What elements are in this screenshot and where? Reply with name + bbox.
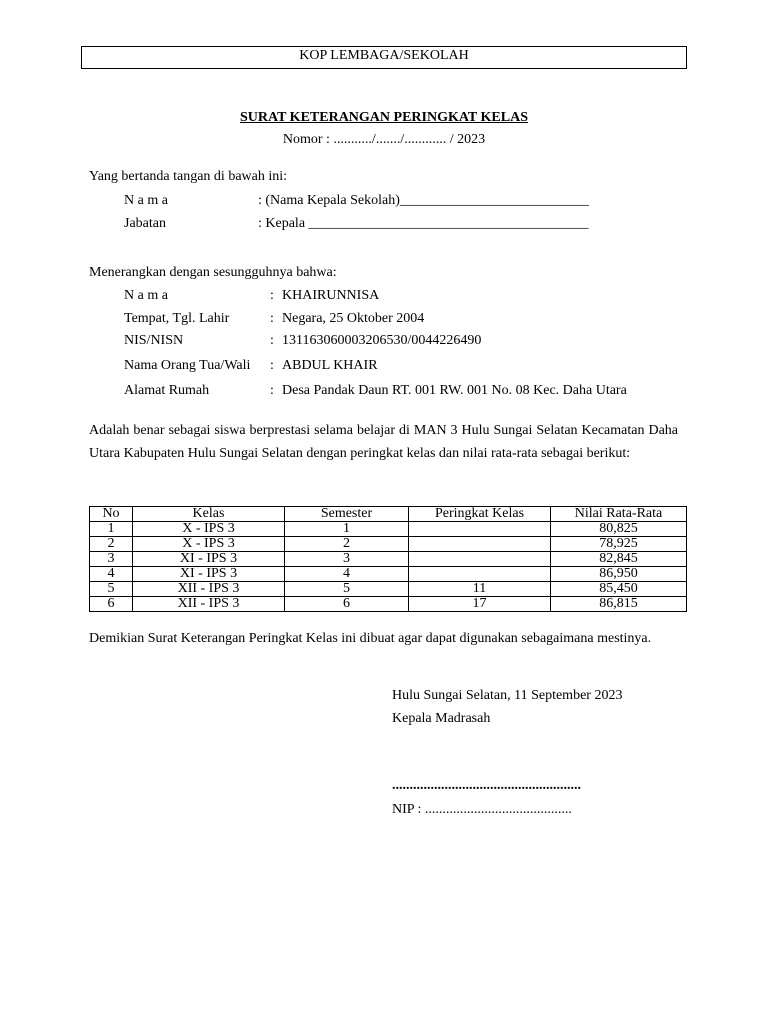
- cell-peringkat: 17: [409, 597, 551, 612]
- cell-kelas: X - IPS 3: [133, 537, 285, 552]
- cell-kelas: XII - IPS 3: [133, 597, 285, 612]
- student-label: NIS/NISN: [124, 333, 184, 348]
- cell-nilai: 82,845: [551, 552, 687, 567]
- table-row: [90, 582, 687, 597]
- student-value: Negara, 25 Oktober 2004: [282, 311, 425, 326]
- student-colon: :: [270, 383, 274, 398]
- cell-kelas: X - IPS 3: [133, 522, 285, 537]
- cell-semester: 2: [285, 537, 409, 552]
- header-peringkat: Peringkat Kelas: [409, 507, 551, 522]
- signature-position: Kepala Madrasah: [392, 711, 491, 726]
- cell-no: 2: [90, 537, 133, 552]
- cell-kelas: XI - IPS 3: [133, 552, 285, 567]
- letterhead-box: KOP LEMBAGA/SEKOLAH: [81, 46, 687, 69]
- cell-nilai: 78,925: [551, 537, 687, 552]
- document-number: Nomor : .........../......./............ / 2023: [282, 132, 486, 147]
- student-value: KHAIRUNNISA: [282, 288, 380, 303]
- cell-semester: 3: [285, 552, 409, 567]
- student-colon: :: [270, 311, 274, 326]
- cell-no: 6: [90, 597, 133, 612]
- signer-position-value: : Kepala ________________________________________: [258, 216, 589, 231]
- declaration-text: Menerangkan dengan sesungguhnya bahwa:: [89, 265, 337, 280]
- student-value: 131163060003206530/0044226490: [282, 333, 482, 348]
- signature-place-date: Hulu Sungai Selatan, 11 September 2023: [392, 688, 623, 703]
- cell-peringkat: [409, 522, 551, 537]
- table-row: [90, 522, 687, 537]
- student-colon: :: [270, 333, 274, 348]
- cell-kelas: XI - IPS 3: [133, 567, 285, 582]
- table-row: [90, 552, 687, 567]
- signature-nip: NIP : ..........................................: [392, 802, 572, 817]
- intro-text: Yang bertanda tangan di bawah ini:: [89, 169, 288, 184]
- student-label: Nama Orang Tua/Wali: [124, 358, 251, 373]
- student-value: Desa Pandak Daun RT. 001 RW. 001 No. 08 Kec. Daha Utara: [282, 383, 627, 398]
- signer-name-value: : (Nama Kepala Sekolah)___________________________: [258, 193, 589, 208]
- table-row: [90, 597, 687, 612]
- table-row: [90, 537, 687, 552]
- cell-semester: 5: [285, 582, 409, 597]
- cell-nilai: 86,815: [551, 597, 687, 612]
- cell-kelas: XII - IPS 3: [133, 582, 285, 597]
- student-colon: :: [270, 288, 274, 303]
- student-label: Tempat, Tgl. Lahir: [124, 311, 230, 326]
- signer-name-label: N a m a: [124, 193, 168, 208]
- header-semester: Semester: [285, 507, 409, 522]
- cell-nilai: 85,450: [551, 582, 687, 597]
- cell-semester: 4: [285, 567, 409, 582]
- cell-peringkat: [409, 552, 551, 567]
- cell-semester: 6: [285, 597, 409, 612]
- cell-peringkat: [409, 567, 551, 582]
- document-title: SURAT KETERANGAN PERINGKAT KELAS: [240, 110, 528, 125]
- table-header-row: [90, 507, 687, 522]
- header-nilai: Nilai Rata-Rata: [551, 507, 687, 522]
- cell-semester: 1: [285, 522, 409, 537]
- cell-nilai: 80,825: [551, 522, 687, 537]
- closing-paragraph: Demikian Surat Keterangan Peringkat Kelas ini dibuat agar dapat digunakan sebagaimana mestinya.: [89, 631, 652, 646]
- header-kelas: Kelas: [133, 507, 285, 522]
- cell-no: 4: [90, 567, 133, 582]
- student-label: Alamat Rumah: [124, 383, 210, 398]
- student-label: N a m a: [124, 288, 168, 303]
- statement-paragraph: Adalah benar sebagai siswa berprestasi selama belajar di MAN 3 Hulu Sungai Selatan Kecamatan Daha Utara Kabupaten Hulu Sungai Selatan dengan peringkat kelas dan nilai rata-rata sebagai berikut:: [89, 423, 678, 461]
- student-value: ABDUL KHAIR: [282, 358, 378, 373]
- cell-no: 3: [90, 552, 133, 567]
- grades-table: [89, 506, 687, 612]
- signature-name-line: ......................................................: [392, 778, 581, 793]
- cell-no: 5: [90, 582, 133, 597]
- table-row: [90, 567, 687, 582]
- student-colon: :: [270, 358, 274, 373]
- cell-nilai: 86,950: [551, 567, 687, 582]
- header-no: No: [90, 507, 133, 522]
- cell-no: 1: [90, 522, 133, 537]
- cell-peringkat: 11: [409, 582, 551, 597]
- signer-position-label: Jabatan: [124, 216, 166, 231]
- cell-peringkat: [409, 537, 551, 552]
